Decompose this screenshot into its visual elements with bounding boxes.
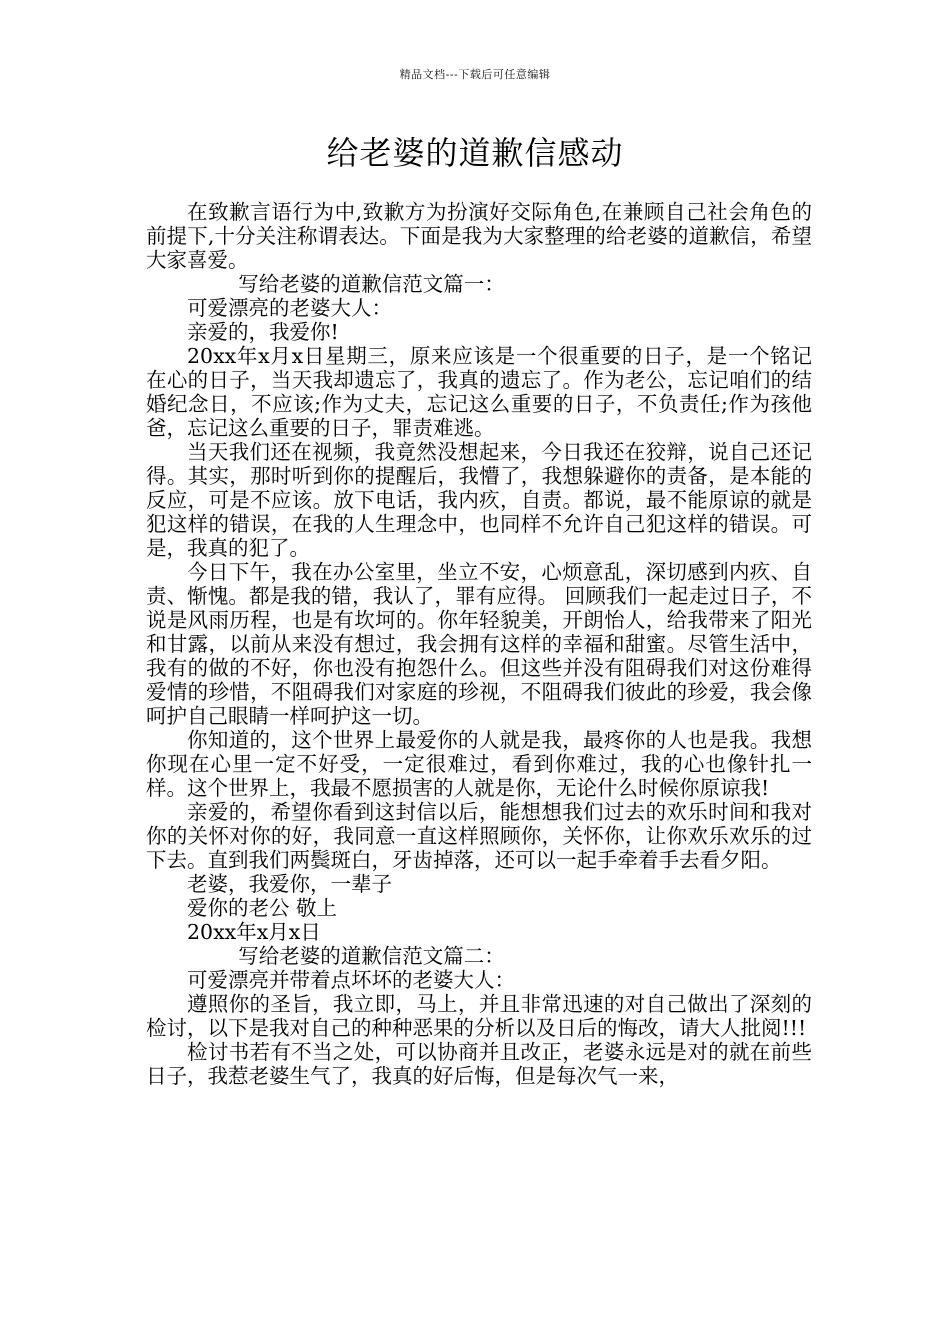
paragraph: 20xx年x月x日星期三，原来应该是一个很重要的日子，是一个铭记在心的日子，当天我却遗忘了，我真的遗忘了。作为老公，忘记咱们的结婚纪念日，不应该;作为丈夫，忘记这么重要的日子，不负责任;作为孩他爸，忘记这么重要的日子，罪责难逃。 xyxy=(146,344,812,440)
salutation-2: 可爱漂亮并带着点坏坏的老婆大人： xyxy=(187,968,515,992)
paragraph: 遵照你的圣旨，我立即，马上，并且非常迅速的对自己做出了深刻的检讨，以下是我对自己的种种恶果的分析以及日后的悔改，请大人批阅!!! xyxy=(146,992,812,1040)
document-body xyxy=(146,200,812,1088)
closing-line: 老婆，我爱你，一辈子 xyxy=(187,872,392,896)
paragraph-intro: 在致歉言语行为中,致歉方为扮演好交际角色,在兼顾自己社会角色的前提下,十分关注称谓表达。下面是我为大家整理的给老婆的道歉信，希望大家喜爱。 xyxy=(146,200,812,272)
paragraph: 你知道的，这个世界上最爱你的人就是我，最疼你的人也是我。我想你现在心里一定不好受，一定很难过，看到你难过，我的心也像针扎一样。这个世界上，我最不愿损害的人就是你，无论什么时候你原谅我! xyxy=(146,728,812,800)
salutation-1: 可爱漂亮的老婆大人： xyxy=(187,296,392,320)
paragraph: 当天我们还在视频，我竟然没想起来，今日我还在狡辩，说自己还记得。其实，那时听到你的提醒后，我懵了，我想躲避你的责备，是本能的反应，可是不应该。放下电话，我内疚，自责。都说，最不能原谅的就是犯这样的错误，在我的人生理念中，也同样不允许自己犯这样的错误。可是，我真的犯了。 xyxy=(146,440,812,560)
paragraph: 今日下午，我在办公室里，坐立不安，心烦意乱，深切感到内疚、自责、惭愧。都是我的错，我认了，罪有应得。 回顾我们一起走过日子，不说是风雨历程，也是有坎坷的。你年轻貌美，开朗怡人，给我带来了阳光和甘露，以前从来没有想过，我会拥有这样的幸福和甜蜜。尽管生活中，我有的做的不好，你也没有抱怨什么。但这些并没有阻碍我们对这份难得爱情的珍惜，不阻碍我们对家庭的珍视，不阻碍我们彼此的珍爱，我会像呵护自己眼睛一样呵护这一切。 xyxy=(146,560,812,728)
greeting-line: 亲爱的，我爱你! xyxy=(187,320,339,344)
document-title: 给老婆的道歉信感动 xyxy=(326,134,624,172)
header-note: 精品文档---下载后可任意编辑 xyxy=(399,68,551,81)
signature-line: 爱你的老公 敬上 xyxy=(187,896,338,920)
paragraph: 亲爱的，希望你看到这封信以后，能想想我们过去的欢乐时间和我对你的关怀对你的好，我同意一直这样照顾你，关怀你，让你欢乐欢乐的过下去。直到我们两鬓斑白，牙齿掉落，还可以一起手牵着手去看夕阳。 xyxy=(146,800,812,872)
date-line: 20xx年x月x日 xyxy=(187,920,321,944)
section-heading-1: 写给老婆的道歉信范文篇一： xyxy=(238,272,505,296)
section-heading-2: 写给老婆的道歉信范文篇二： xyxy=(238,944,505,968)
paragraph: 检讨书若有不当之处，可以协商并且改正，老婆永远是对的就在前些日子，我惹老婆生气了，我真的好后悔，但是每次气一来， xyxy=(146,1040,812,1088)
